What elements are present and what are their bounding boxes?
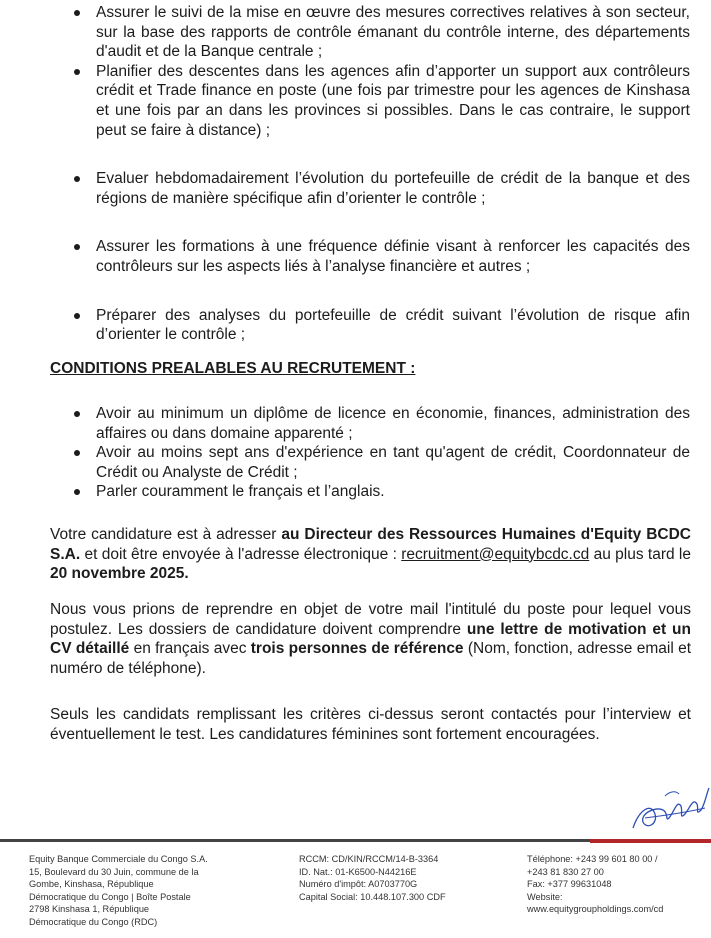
footer-registration: RCCM: CD/KIN/RCCM/14-B-3364 ID. Nat.: 01-K6500-N44216E Numéro d'impôt: A0703770G Capital Social: 10.448.107.300 CDF xyxy=(299,854,446,902)
list-item: Evaluer hebdomadairement l’évolution du portefeuille de crédit de la banque et des régions de manière spécifique afin d’orienter le contrôle ; xyxy=(50,169,690,208)
list-item: Avoir au minimum un diplôme de licence en économie, finances, administration des affaires ou dans domaine apparenté ; xyxy=(50,404,690,443)
website-link[interactable]: www.equitygroupholdings.com/cd xyxy=(527,904,664,915)
footer-address: Equity Banque Commerciale du Congo S.A. 15, Boulevard du 30 Juin, commune de la Gombe, Kinshasa, République Démocratique du Congo | Boîte Postale 2798 Kinshasa 1, République Démocratique du Congo (RDC) xyxy=(29,854,208,927)
list-item: Avoir au moins sept ans d'expérience en tant qu'agent de crédit, Coordonnateur de Crédit ou Analyste de Crédit ; xyxy=(50,443,690,482)
list-item: Parler couramment le français et l’anglais. xyxy=(50,482,690,502)
responsibilities-list xyxy=(50,3,690,345)
conditions-list xyxy=(50,404,690,502)
deadline: 20 novembre 2025. xyxy=(50,565,189,583)
list-item: Planifier des descentes dans les agences afin d’apporter un support aux contrôleurs crédit et Trade finance en poste (une fois par trimestre pour les agences de Kinshasa et une fois par an dans les provinces si possibles. Dans le cas contraire, le support peut se faire à distance) ; xyxy=(50,62,690,140)
email-link[interactable]: recruitment@equitybcdc.cd xyxy=(401,545,590,563)
list-item: Assurer les formations à une fréquence définie visant à renforcer les capacités des contrôleurs sur les aspects liés à l’analyse financière et autres ; xyxy=(50,237,690,276)
footer-divider xyxy=(0,839,711,844)
list-item: Préparer des analyses du portefeuille de crédit suivant l’évolution de risque afin d’orienter le contrôle ; xyxy=(50,306,690,345)
signature-image xyxy=(625,770,711,840)
list-item: Assurer le suivi de la mise en œuvre des mesures correctives relatives à son secteur, sur la base des rapports de contrôle émanant du contrôle interne, des départements d'audit et de la Banque centrale ; xyxy=(50,3,690,62)
footer-contact: Téléphone: +243 99 601 80 00 / +243 81 830 27 00 Fax: +377 99631048 Website: www.equitygroupholdings.com/cd xyxy=(527,854,664,915)
section-heading: CONDITIONS PREALABLES AU RECRUTEMENT : xyxy=(50,360,416,377)
application-paragraph: Votre candidature est à adresser au Directeur des Ressources Humaines d'Equity BCDC S.A. et doit être envoyée à l'adresse électronique : recruitment@equitybcdc.cd au plus tard le 20 novembre 2025. xyxy=(50,526,691,583)
dossier-paragraph: Nous vous prions de reprendre en objet de votre mail l'intitulé du poste pour lequel vous postulez. Les dossiers de candidature doivent comprendre une lettre de motivation et un CV détaillé en français avec trois personnes de référence (Nom, fonction, adresse email et numéro de téléphone). xyxy=(50,601,692,677)
closing-paragraph: Seuls les candidats remplissant les critères ci-dessus seront contactés pour l’interview et éventuellement le test. Les candidatures féminines sont fortement encouragées. xyxy=(50,706,691,743)
recipient: au Directeur des Ressources Humaines d'Equity BCDC S.A. xyxy=(50,526,691,563)
